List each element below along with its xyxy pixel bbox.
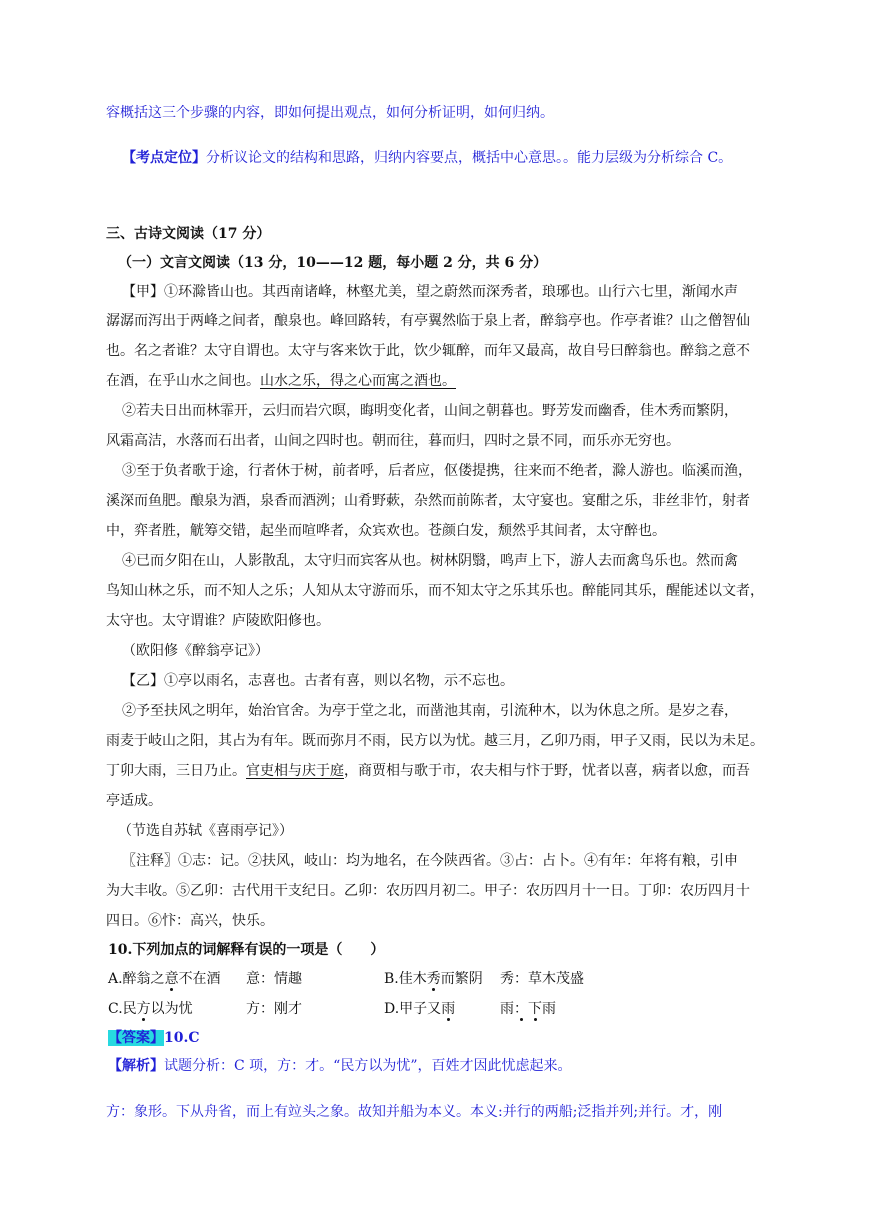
answer-value: 10.C <box>164 1030 200 1046</box>
jia-line-4 <box>106 371 456 391</box>
jia-line-4-text: 在酒，在乎山水之间也。 <box>106 373 260 389</box>
analysis-line-2: 方：象形。下从舟省，而上有竝头之象。故知并船为本义。本义:并行的两船;泛指并列;并行。才，刚 <box>106 1104 723 1120</box>
jia-line-8: 溪深而鱼肥。酿泉为酒，泉香而酒洌；山肴野蔌，杂然而前陈者，太守宴也。宴酣之乐，非丝非竹，射者 <box>106 493 750 509</box>
yi-line-3: 雨麦于岐山之阳，其占为有年。既而弥月不雨，民方以为忧。越三月，乙卯乃雨，甲子又雨，民以为未足。 <box>106 733 764 749</box>
notes-line-2: 为大丰收。⑤乙卯：古代用干支纪日。乙卯：农历四月初二。甲子：农历四月十一日。丁卯：农历四月十 <box>106 883 750 899</box>
jia-line-9: 中，弈者胜，觥筹交错，起坐而喧哗者，众宾欢也。苍颜白发，颓然乎其间者，太守醉也。 <box>106 523 666 539</box>
jia-line-11: 鸟知山林之乐，而不知人之乐；人知从太守游而乐，而不知太守之乐其乐也。醉能同其乐，醒能述以文者， <box>106 583 764 599</box>
option-d-gloss-post: 雨 <box>542 1001 556 1017</box>
option-c-dotted-word: 方 <box>136 1001 151 1017</box>
option-b-pre: B.佳木 <box>384 971 427 987</box>
yi-line-1: 【乙】①亭以雨名，志喜也。古者有喜，则以名物，示不忘也。 <box>122 673 514 689</box>
jia-line-2: 潺潺而泻出于两峰之间者，酿泉也。峰回路转，有亭翼然临于泉上者，醉翁亭也。作亭者谁？山之僧智仙 <box>106 313 750 329</box>
yi-line-4 <box>106 761 750 781</box>
kaodian-tag: 【考点定位】 <box>122 150 206 166</box>
yi-line-5: 亭适成。 <box>106 793 162 809</box>
option-a-pre: A.醉翁之 <box>108 971 165 987</box>
jia-line-1: 【甲】①环滁皆山也。其西南诸峰，林壑尤美，望之蔚然而深秀者，琅琊也。山行六七里，渐闻水声 <box>122 284 738 300</box>
subsection-title: （一）文言文阅读（13 分，10——12 题，每小题 2 分，共 6 分） <box>118 255 548 271</box>
option-a-gloss: 意：情趣 <box>246 971 302 987</box>
option-c-pre: C.民 <box>108 1001 137 1017</box>
kaodian-line <box>122 148 732 168</box>
option-b-post: 而繁阴 <box>440 971 483 987</box>
yi-line-4-post: ，商贾相与歌于市，农夫相与忭于野，忧者以喜，病者以愈，而吾 <box>344 763 750 779</box>
analysis-tag: 【解析】 <box>108 1058 164 1074</box>
answer-line <box>108 1028 200 1048</box>
analysis-line <box>108 1056 571 1076</box>
jia-line-3: 也。名之者谁？太守自谓也。太守与客来饮于此，饮少辄醉，而年又最高，故自号曰醉翁也。醉翁之意不 <box>106 343 750 359</box>
jia-source: （欧阳修《醉翁亭记》） <box>122 643 269 659</box>
intro-line: 容概括这三个步骤的内容，即如何提出观点，如何分析证明，如何归纳。 <box>106 105 554 121</box>
option-d-gloss <box>500 999 556 1019</box>
jia-line-10: ④已而夕阳在山，人影散乱，太守归而宾客从也。树林阴翳，鸣声上下，游人去而禽鸟乐也。然而禽 <box>122 553 738 569</box>
option-c <box>108 999 193 1019</box>
answer-badge: 【答案】 <box>108 1030 164 1046</box>
option-b <box>384 969 483 989</box>
option-d-pre: D.甲子又 <box>384 1001 442 1017</box>
option-d-gloss-colon: ： <box>514 1001 528 1017</box>
jia-line-6: 风霜高洁，水落而石出者，山间之四时也。朝而往，暮而归，四时之景不同，而乐亦无穷也。 <box>106 433 680 449</box>
option-c-post: 以为忧 <box>150 1001 193 1017</box>
jia-underlined-sentence: 山水之乐，得之心而寓之酒也。 <box>260 373 456 389</box>
analysis-text: 试题分析：C 项，方：才。“民方以为忧”，百姓才因此忧虑起来。 <box>164 1058 572 1074</box>
option-d-gloss-word: 雨 <box>500 1001 514 1017</box>
jia-line-7: ③至于负者歌于途，行者休于树，前者呼，后者应，伛偻提携，往来而不绝者，滁人游也。临溪而渔， <box>122 463 752 479</box>
yi-line-2: ②予至扶风之明年，始治官舍。为亭于堂之北，而凿池其南，引流种木，以为休息之所。是岁之春， <box>122 703 738 719</box>
yi-source: （节选自苏轼《喜雨亭记》） <box>118 823 293 839</box>
kaodian-text: 分析议论文的结构和思路，归纳内容要点，概括中心意思。。能力层级为分析综合 C。 <box>206 150 733 166</box>
yi-underlined-phrase: 官吏相与庆于庭 <box>246 763 344 779</box>
option-a <box>108 969 221 989</box>
jia-line-5: ②若夫日出而林霏开，云归而岩穴暝，晦明变化者，山间之朝暮也。野芳发而幽香，佳木秀而繁阴， <box>122 403 738 419</box>
question-10-stem: 10.下列加点的词解释有误的一项是（ ） <box>108 942 385 958</box>
option-b-gloss: 秀：草木茂盛 <box>500 971 584 987</box>
option-c-gloss: 方：刚才 <box>246 1001 302 1017</box>
yi-line-4-pre: 丁卯大雨，三日乃止。 <box>106 763 246 779</box>
option-b-dotted-word: 秀 <box>426 971 441 987</box>
notes-line-3: 四日。⑥忭：高兴，快乐。 <box>106 913 274 929</box>
notes-line-1: 〖注释〗①志：记。②扶风，岐山：均为地名，在今陕西省。③占：占卜。④有年：年将有粮，引申 <box>122 853 738 869</box>
option-a-dotted-word: 意 <box>164 971 179 987</box>
option-d-gloss-dotted: 下 <box>528 1001 542 1017</box>
section-title: 三、古诗文阅读（17 分） <box>106 226 271 242</box>
option-a-post: 不在酒 <box>178 971 221 987</box>
jia-line-12: 太守也。太守谓谁？庐陵欧阳修也。 <box>106 613 330 629</box>
option-d <box>384 999 455 1019</box>
option-d-dotted-word: 雨 <box>441 1001 456 1017</box>
